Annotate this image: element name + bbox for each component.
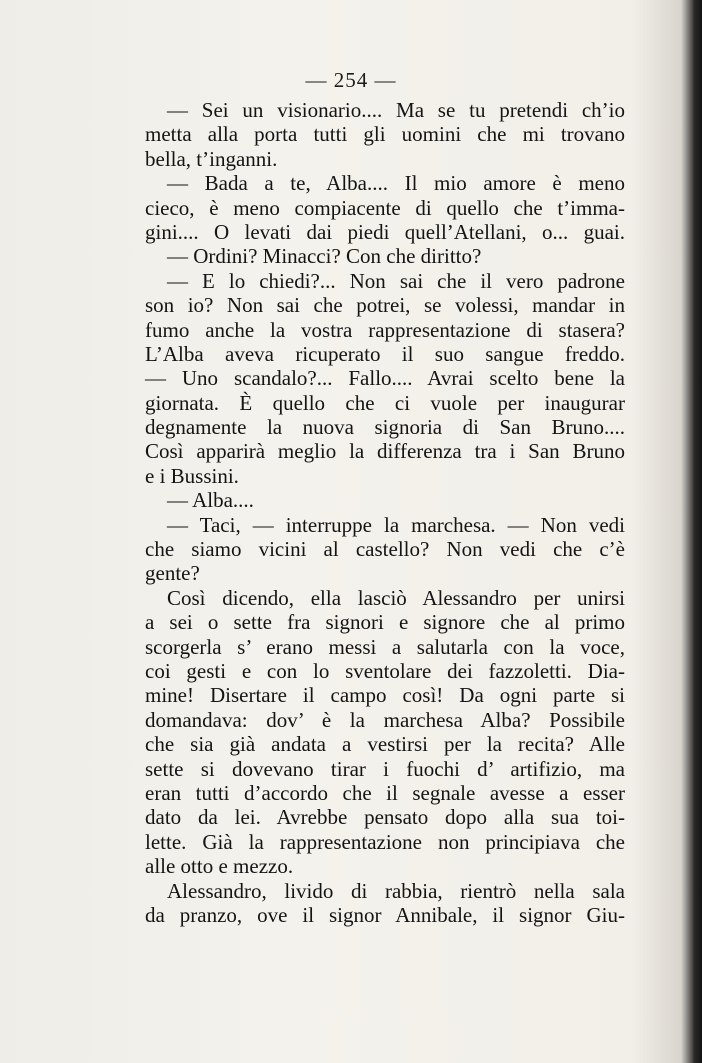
body-text <box>145 98 625 927</box>
text-line: gini.... O levati dai piedi quell’Atellani, o... guai. <box>145 219 625 244</box>
text-line: coi gesti e con lo sventolare dei fazzoletti. Dia- <box>145 658 625 683</box>
text-line: — Alba.... <box>167 488 254 513</box>
text-line: gente? <box>145 561 200 586</box>
text-line: che sia già andata a vestirsi per la recita? Alle <box>145 732 625 757</box>
text-line: Così dicendo, ella lasciò Alessandro per unirsi <box>167 585 625 610</box>
text-line: mine! Disertare il campo così! Da ogni parte si <box>145 683 625 708</box>
text-line: scorgerla s’ erano messi a salutarla con la voce, <box>145 634 625 659</box>
text-line: — E lo chiedi?... Non sai che il vero padrone <box>167 268 625 293</box>
text-line: e i Bussini. <box>145 463 239 488</box>
text-line: metta alla porta tutti gli uomini che mi trovano <box>145 122 625 147</box>
text-line: — Bada a te, Alba.... Il mio amore è meno <box>167 171 625 196</box>
text-line: dato da lei. Avrebbe pensato dopo alla sua toi- <box>145 805 625 830</box>
text-line: eran tutti d’accordo che il segnale avesse a esser <box>145 780 625 805</box>
book-spine-shadow <box>692 0 702 1063</box>
text-line: a sei o sette fra signori e signore che al primo <box>145 610 625 635</box>
text-line: — Sei un visionario.... Ma se tu pretendi ch’io <box>167 98 625 122</box>
text-line: Così apparirà meglio la differenza tra i San Bruno <box>145 439 625 464</box>
text-line: Alessandro, livido di rabbia, rientrò nella sala <box>167 878 625 903</box>
text-line: — Taci, — interruppe la marchesa. — Non vedi <box>167 512 625 537</box>
text-line: bella, t’inganni. <box>145 146 278 171</box>
text-line: lette. Già la rappresentazione non principiava che <box>145 829 625 854</box>
text-line: che siamo vicini al castello? Non vedi che c’è <box>145 537 625 562</box>
text-line: cieco, è meno compiacente di quello che t’imma- <box>145 195 625 220</box>
text-line: da pranzo, ove il signor Annibale, il signor Giu- <box>145 902 625 927</box>
text-line: giornata. È quello che ci vuole per inaugurar <box>145 390 625 415</box>
text-line: fumo anche la vostra rappresentazione di stasera? <box>145 317 625 342</box>
page-number: — 254 — <box>305 68 397 92</box>
text-line: — Uno scandalo?... Fallo.... Avrai scelto bene la <box>145 366 625 391</box>
text-line: domandava: dov’ è la marchesa Alba? Possibile <box>145 707 625 732</box>
text-line: alle otto e mezzo. <box>145 854 294 879</box>
text-line: L’Alba aveva ricuperato il suo sangue freddo. <box>145 341 625 366</box>
text-line: son io? Non sai che potrei, se volessi, mandar in <box>145 293 625 318</box>
text-line: sette si dovevano tirar i fuochi d’ artifizio, ma <box>145 756 625 781</box>
text-line: degnamente la nuova signoria di San Bruno.... <box>145 415 625 440</box>
text-line: — Ordini? Minacci? Con che diritto? <box>167 244 482 269</box>
